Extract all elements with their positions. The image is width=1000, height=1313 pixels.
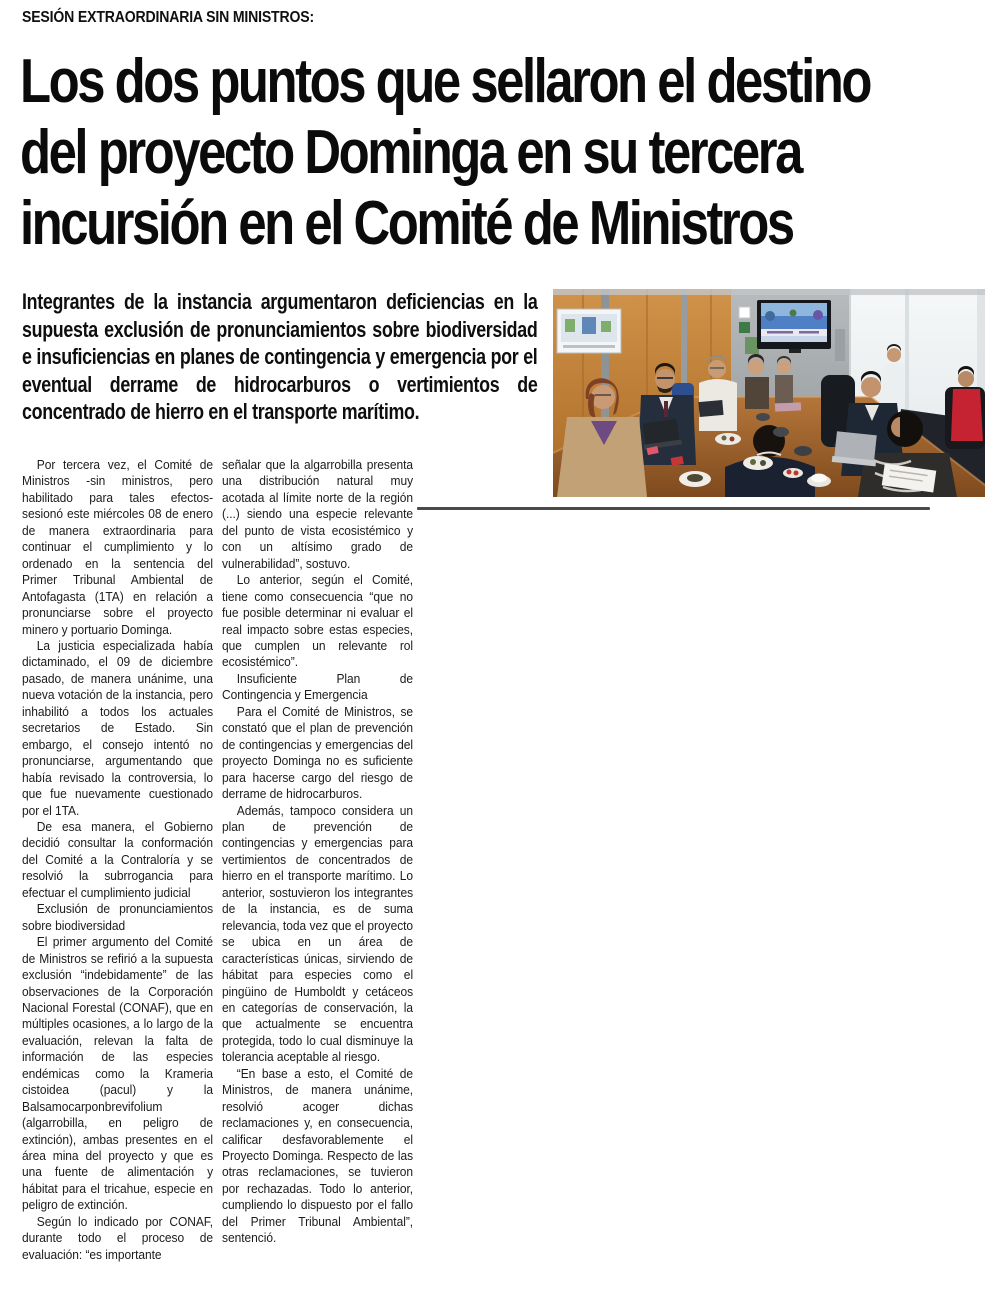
article-paragraph: “En base a esto, el Comité de Ministros, de manera unánime, resolvió acoger dichas reclamaciones y, en consecuencia, calificar desfavorablemente el Proyecto Dominga. Respecto de las otras reclamaciones, se tuvieron por rechazadas. Todo lo anterior, cumpliendo lo dispuesto por el fallo del Primer Tribunal Ambiental”, sentenció. [222, 1065, 414, 1246]
article-paragraph: La justicia especializada había dictaminado, el 09 de diciembre pasado, de manera unánime, una nueva votación de la instancia, pero inhabilitó a todos los actuales secretarios de Estado. Sin embargo, el consejo intentó no pronunciarse, argumentando que había revisado la controversia, lo que fue nuevamente cuestionado por el 1TA. [22, 637, 214, 818]
article-paragraph: De esa manera, el Gobierno decidió consultar la conformación del Comité a la Contraloría y se resolvió la subrrogancia para efectuar el cumplimiento judicial [22, 818, 214, 900]
meeting-photo [553, 289, 985, 497]
article-headline [20, 46, 1000, 259]
article-paragraph: Por tercera vez, el Comité de Ministros -sin ministros, pero habilitado para tales efectos- sesionó este miércoles 08 de enero de manera extraordinaria para continuar el cumplimiento y lo ordenado en la sentencia del Primer Tribunal Ambiental de Antofagasta (1TA) en relación a pronunciarse sobre el proyecto minero y portuario Dominga. [22, 457, 214, 637]
photo-tv-screen [757, 300, 831, 353]
article-paragraph: Además, tampoco considera un plan de prevención de contingencias y emergencias para vertimientos de concentrados de hierro en el transporte marítimo. Lo anterior, sostuvieron los integrantes de la instancia, es de suma relevancia, toda vez que el proyecto se ubica en un área de características únicas, sirviendo de hábitat para especies como el pingüino de Humboldt y cetáceos en categorías de conservación, la que actualmente se encuentra protegida, todo lo cual disminuye la tolerancia aceptable al riesgo. [222, 802, 414, 1065]
body-column-left [22, 457, 213, 1309]
headline-line: Los dos puntos que sellaron el destino [20, 47, 870, 116]
article-paragraph: señalar que la algarrobilla presenta una distribución natural muy acotada al límite norte de la región (...) siendo una especie relevante del punto de vista ecosistémico y con un altísimo grado de vulnerabilidad”, sostuvo. [222, 457, 414, 571]
meeting-photo-illustration [553, 289, 985, 497]
body-column-right [222, 457, 413, 1309]
photo-ceiling-line [553, 289, 985, 295]
article-subhead: Exclusión de pronunciamientos sobre biodiversidad [22, 901, 214, 933]
article-subhead: Insuficiente Plan de Contingencia y Emergencia [222, 670, 414, 703]
article-paragraph: Para el Comité de Ministros, se constató que el plan de prevención de contingencias y emergencias del proyecto Dominga no es suficiente para hacerse cargo del riesgo de derrame de hidrocarburos. [222, 703, 414, 802]
article-paragraph: El primer argumento del Comité de Ministros se refirió a la supuesta exclusión “indebidamente” de las observaciones de la Corporación Nacional Forestal (CONAF), que en múltiples ocasiones, a lo largo de la evaluación, relevan la falta de información de las especies endémicas como la Krameria cistoidea (pacul) y la Balsamocarponbrevifolium (algarrobilla, en peligro de extinción), ambas presentes en el área mina del proyecto y que es una fuente de alimentación y hábitat para el tricahue, especie en peligro de extinción. [22, 934, 214, 1213]
article-paragraph: Lo anterior, según el Comité, tiene como consecuencia “que no fue posible determinar ni evaluar el real impacto sobre estas especies, que cumplen un relevante rol ecosistémico”. [222, 572, 414, 670]
article-lede: Integrantes de la instancia argumentaron deficiencias en la supuesta exclusión de pronunciamientos sobre biodiversidad e insuficiencias en planes de contingencia y emergencia por el eventual derrame de hidrocarburos o vertimientos de concentrado de hierro en el transporte marítimo. [22, 289, 538, 425]
article-kicker: SESIÓN EXTRAORDINARIA SIN MINISTROS: [22, 9, 314, 26]
headline-line: incursión en el Comité de Ministros [20, 189, 793, 258]
headline-line: del proyecto Dominga en su tercera [20, 118, 801, 187]
photo-wall-panel [835, 329, 845, 361]
section-divider-rule [417, 507, 930, 510]
photo-wall-poster [557, 309, 621, 353]
article-paragraph: Según lo indicado por CONAF, durante todo el proceso de evaluación: “es importante [22, 1213, 214, 1262]
